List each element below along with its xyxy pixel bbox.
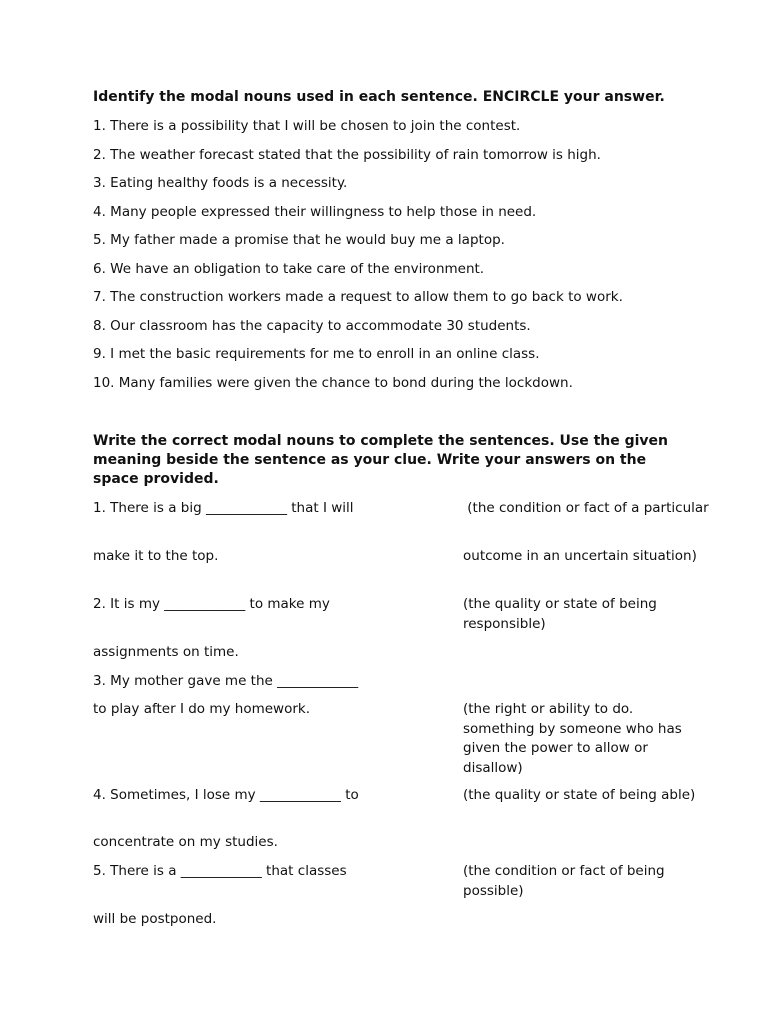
part2-item-3-line1: 3. My mother gave me the ____________: [93, 673, 359, 689]
part2-item-1-line2: make it to the top.: [93, 548, 219, 564]
part2-item-5-line2: will be postponed.: [93, 911, 217, 927]
part2-item-5-line1: 5. There is a ____________ that classes: [93, 863, 347, 879]
part1-item-4: 4. Many people expressed their willingness to help those in need.: [93, 204, 537, 220]
part2-item-1-clue1: (the condition or fact of a particular: [463, 500, 709, 516]
part1-item-5: 5. My father made a promise that he would buy me a laptop.: [93, 232, 505, 248]
part1-heading: Identify the modal nouns used in each sentence. ENCIRCLE your answer.: [93, 89, 665, 105]
part2-item-2-line1: 2. It is my ____________ to make my: [93, 596, 330, 612]
part2-item-4-line2: concentrate on my studies.: [93, 834, 278, 850]
part2-item-4-clue1: (the quality or state of being able): [463, 787, 696, 803]
part1-item-8: 8. Our classroom has the capacity to accommodate 30 students.: [93, 318, 531, 334]
part2-item-3-line2: to play after I do my homework.: [93, 701, 311, 717]
part2-item-2-clue1: (the quality or state of being responsible): [463, 596, 657, 632]
part1-item-1: 1. There is a possibility that I will be chosen to join the contest.: [93, 118, 521, 134]
part1-item-2: 2. The weather forecast stated that the possibility of rain tomorrow is high.: [93, 147, 601, 163]
part2-item-1-line1: 1. There is a big ____________ that I will: [93, 500, 354, 516]
part2-item-4-line1: 4. Sometimes, I lose my ____________ to: [93, 787, 359, 803]
part1-item-10: 10. Many families were given the chance to bond during the lockdown.: [93, 375, 573, 391]
part1-item-3: 3. Eating healthy foods is a necessity.: [93, 175, 348, 191]
part2-item-1-clue2: outcome in an uncertain situation): [463, 548, 697, 564]
part2-heading: Write the correct modal nouns to complete the sentences. Use the given meaning beside the sentence as your clue. Write your answers on the space provided.: [93, 433, 669, 487]
part2-item-2-line2: assignments on time.: [93, 644, 239, 660]
part2-item-3-clue: (the right or ability to do. something by someone who has given the power to allow or disallow): [463, 701, 682, 776]
part1-item-9: 9. I met the basic requirements for me to enroll in an online class.: [93, 346, 540, 362]
part1-item-7: 7. The construction workers made a request to allow them to go back to work.: [93, 289, 623, 305]
part1-item-6: 6. We have an obligation to take care of the environment.: [93, 261, 485, 277]
part2-item-5-clue1: (the condition or fact of being possible): [463, 863, 665, 899]
